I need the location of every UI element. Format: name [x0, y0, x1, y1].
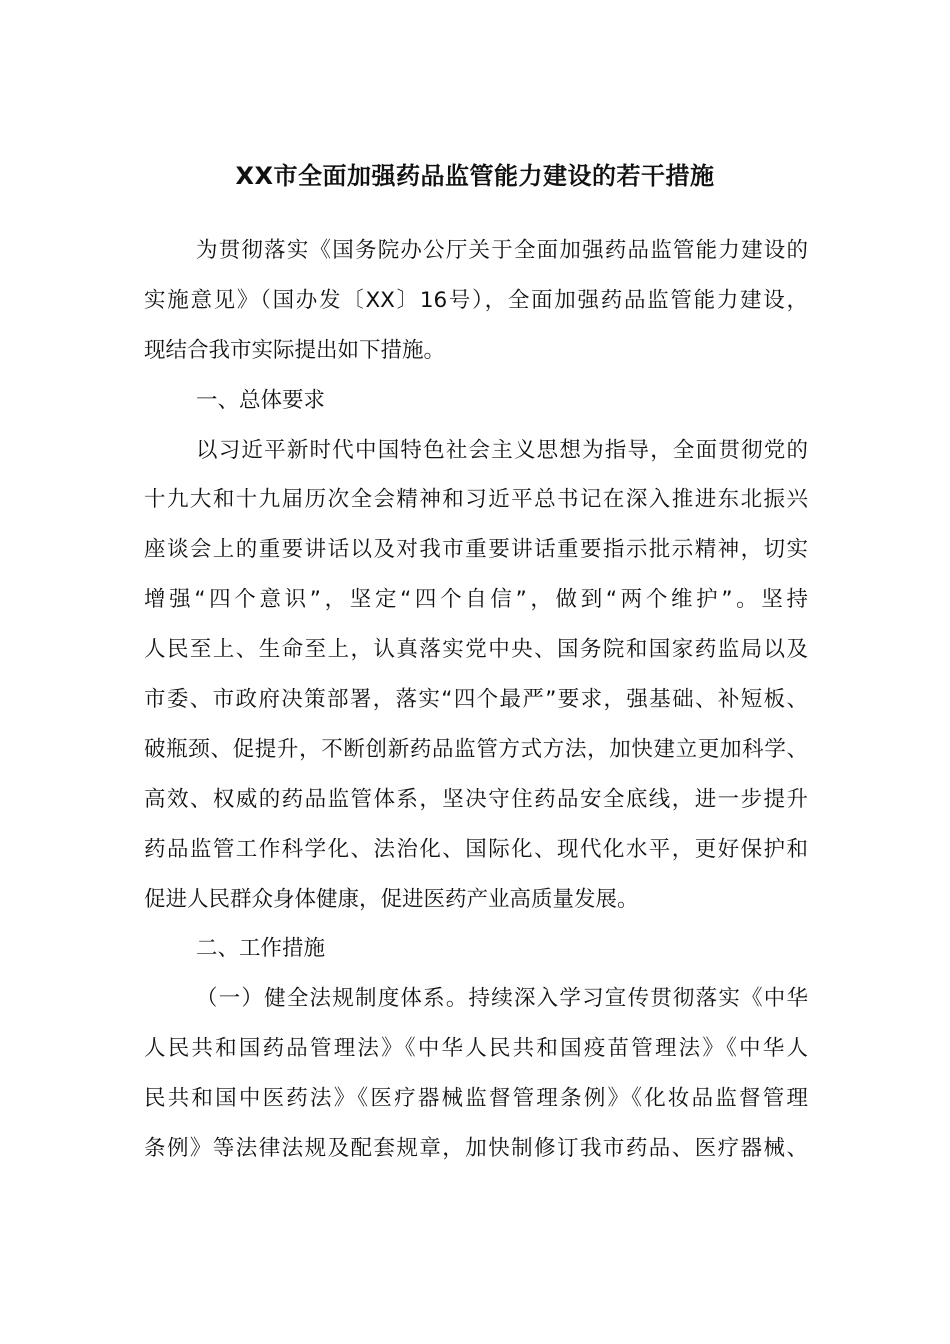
- text-line: 人民共和国药品管理法》《中华人民共和国疫苗管理法》《中华人: [144, 1036, 808, 1062]
- text-line: 增强“四个意识”，坚定“四个自信”，做到“两个维护”。坚持: [144, 587, 808, 613]
- text-line: 条例》等法律法规及配套规章，加快制修订我市药品、医疗器械、: [144, 1136, 808, 1162]
- text-line: 二、工作措施: [196, 936, 326, 962]
- text-line: （一）健全法规制度体系。持续深入学习宣传贯彻落实《中华: [196, 986, 808, 1012]
- text-line: 实施意见》（国办发〔XX〕16号），全面加强药品监管能力建设，: [144, 287, 808, 313]
- text-line: 药品监管工作科学化、法治化、国际化、现代化水平，更好保护和: [144, 836, 808, 862]
- text-line: 破瓶颈、促提升，不断创新药品监管方式方法，加快建立更加科学、: [144, 736, 808, 762]
- text-line: 现结合我市实际提出如下措施。: [144, 337, 446, 363]
- text-line: 促进人民群众身体健康，促进医药产业高质量发展。: [144, 886, 639, 912]
- text-line: 以习近平新时代中国特色社会主义思想为指导，全面贯彻党的: [196, 437, 808, 463]
- text-line: 人民至上、生命至上，认真落实党中央、国务院和国家药监局以及: [144, 637, 808, 663]
- text-line: 民共和国中医药法》《医疗器械监督管理条例》《化妆品监督管理: [144, 1086, 808, 1112]
- document-title: XX市全面加强药品监管能力建设的若干措施: [235, 162, 715, 190]
- text-line: 一、总体要求: [196, 387, 326, 413]
- text-line: 为贯彻落实《国务院办公厅关于全面加强药品监管能力建设的: [196, 238, 808, 263]
- text-line: 十九大和十九届历次全会精神和习近平总书记在深入推进东北振兴: [144, 487, 808, 513]
- text-line: 市委、市政府决策部署，落实“四个最严”要求，强基础、补短板、: [144, 687, 808, 713]
- text-line: 高效、权威的药品监管体系，坚决守住药品安全底线，进一步提升: [144, 786, 808, 812]
- document-body: [144, 226, 808, 1174]
- text-line: 座谈会上的重要讲话以及对我市重要讲话重要指示批示精神，切实: [144, 537, 808, 563]
